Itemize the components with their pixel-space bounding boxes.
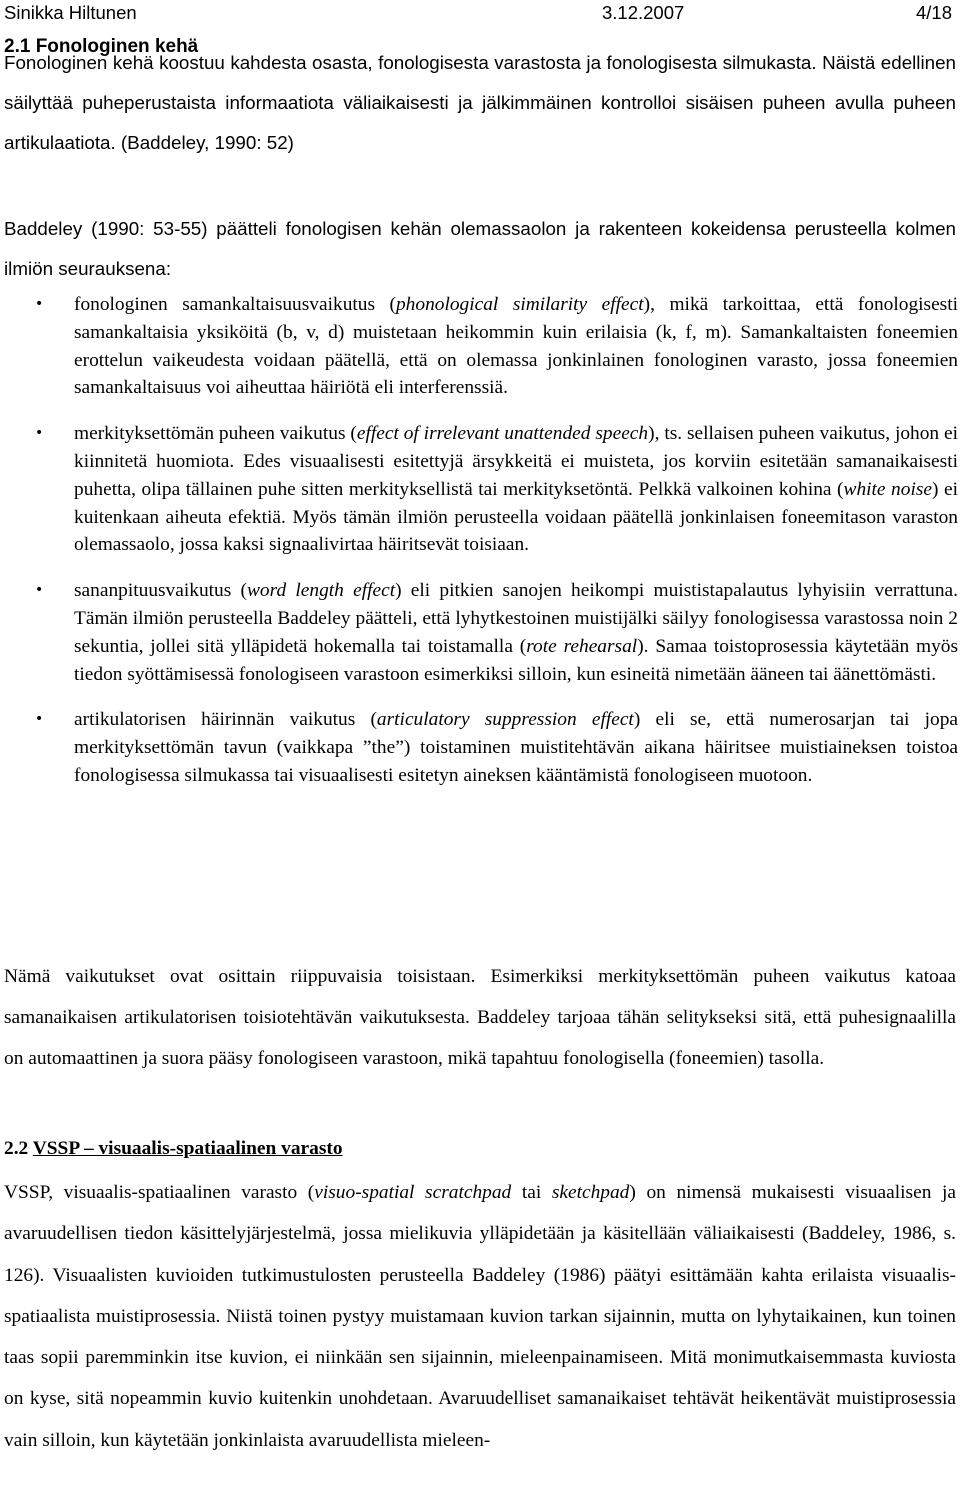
section-title-phonological-loop: 2.1 Fonologinen kehä bbox=[4, 36, 199, 57]
header-author: Sinikka Hiltunen bbox=[4, 2, 137, 23]
list-item-text: ) eli se, että numerosarjan tai jopa merkityksettömän tavun (vaikkapa ”the”) toistaminen muistitehtävän aikana häiritsee muistiaineksen toistoa fonologisessa silmukassa tai visuaalisesti esitetyn aineksen kääntämistä fonologiseen muotoon. bbox=[74, 709, 958, 786]
paragraph-baddeley-conclusion: Baddeley (1990: 53-55) päätteli fonologisen kehän olemassaolon ja rakenteen kokeidensa perusteella kolmen ilmiön seurauksena: bbox=[4, 218, 956, 279]
section-title-vssp bbox=[4, 1138, 343, 1160]
bullet-icon: • bbox=[35, 582, 44, 599]
list-item-term: articulatory suppression effect bbox=[376, 709, 634, 731]
paragraph-text: VSSP, visuaalis-spatiaalinen varasto ( bbox=[4, 1182, 315, 1203]
bullet-icon: • bbox=[35, 296, 44, 312]
header-page-number: 4/18 bbox=[915, 2, 952, 23]
list-item-text: ) eli pitkien sanojen heikompi muististapalautus lyhyisiin verrattuna. Tämän ilmiön perusteella Baddeley päätteli, että lyhytkestoinen muistijälki säilyy fonologisessa varastossa noin 2 sekuntia, jollei sitä ylläpidetä hokemalla tai toistamalla ( bbox=[74, 580, 958, 657]
list-item-text: ) ei kuitenkaan aiheuta efektiä. Myös tämän ilmiön perusteella voidaan päätellä jonkinlaisen foneemitason varaston olemassaolo, jossa kaksi signaalivirtaa häiritsevät toisiaan. bbox=[74, 478, 958, 556]
paragraph-term: visuo-spatial scratchpad bbox=[314, 1182, 512, 1203]
effects-bullet-list bbox=[0, 291, 960, 790]
list-item-term: word length effect bbox=[246, 580, 396, 602]
list-item-term: phonological similarity effect bbox=[395, 294, 644, 315]
paragraph-text: tai bbox=[511, 1182, 552, 1203]
list-item-word-length bbox=[0, 577, 960, 688]
section-number: 2.2 bbox=[4, 1138, 33, 1159]
bullet-icon: • bbox=[35, 425, 44, 442]
list-item-text: ), ts. sellaisen puheen vaikutus, johon ei kiinnitetä huomiota. Edes visuaalisesti esitettyjä ärsykkeitä ei muisteta, jos korviin esitetään samanaikaisesti puhetta, olipa tällainen puhe sitten merkityksellistä tai merkityksetöntä. Pelkkä valkoinen kohina ( bbox=[74, 423, 959, 500]
paragraph-text: ) on nimensä mukaisesti visuaalisen ja avaruudellisen tiedon käsittelyjärjestelmä, jossa mielikuvia ylläpidetään ja käsitellään väliaikaisesti (Baddeley, 1986, s. 126). Visuaalisten kuvioiden tutkimustulosten perusteella Baddeley (1986) päätyi esittämään kahta erilaista visuaalis-spatiaalista muistiprosessia. Niistä toinen pystyy muistamaan kuvion tarkan sijainnin, mutta on lyhytaikainen, kun toinen taas sopii paremminkin itse kuvion, ei niinkään sen sijainnin, mieleenpainamiseen. Mitä monimutkaisemmasta kuviosta on kyse, sitä nopeammin kuvio kuitenkin unohdetaan. Avaruudelliset samanaikaiset tehtävät heikentävät muistiprosessia vain silloin, kun käytetään jonkinlaista avaruudellista mieleen- bbox=[4, 1182, 956, 1451]
paragraph-term: sketchpad bbox=[551, 1182, 630, 1203]
list-item-term: effect of irrelevant unattended speech bbox=[356, 423, 649, 445]
header-date: 3.12.2007 bbox=[602, 2, 685, 23]
list-item-text: sananpituusvaikutus ( bbox=[74, 580, 247, 602]
list-item-articulatory-suppression bbox=[0, 706, 960, 789]
list-item-text: fonologinen samankaltaisuusvaikutus ( bbox=[74, 294, 396, 315]
paragraph-vssp bbox=[4, 1172, 956, 1461]
paragraph-phonological-loop-intro: Fonologinen kehä koostuu kahdesta osasta, fonologisesta varastosta ja fonologisesta silmukasta. Näistä edellinen säilyttää puheperustaista informaatiota väliaikaisesti ja jälkimmäinen kontrolloi sisäisen puheen avulla puheen artikulaatiota. (Baddeley, 1990: 52) bbox=[4, 52, 956, 153]
list-item-phonological-similarity bbox=[0, 291, 960, 402]
list-item-term: white noise bbox=[843, 478, 932, 500]
list-item-irrelevant-speech bbox=[0, 420, 960, 559]
list-item-text: ). Samaa toistoprosessia käytetään myös tiedon syöttämisessä fonologiseen varastoon esimerkiksi silloin, kun esineitä nimetään ääneen tai äänettömästi. bbox=[74, 635, 959, 685]
bullet-icon: • bbox=[35, 711, 44, 728]
list-item-text: merkityksettömän puheen vaikutus ( bbox=[74, 423, 357, 445]
page-header bbox=[4, 2, 952, 28]
list-item-term: rote rehearsal bbox=[526, 635, 638, 657]
section-title-text: VSSP – visuaalis-spatiaalinen varasto bbox=[32, 1138, 343, 1159]
list-item-text: ), mikä tarkoittaa, että fonologisesti samankaltaisia yksiköitä (b, v, d) muistetaan heikommin kuin erilaisia (k, f, m). Samankaltaisten foneemien erottelun vaikeudesta voidaan päätellä, että on olemassa jonkinlainen fonologinen varasto, jossa foneemien samankaltaisuus voi aiheuttaa häiriötä eli interferenssiä. bbox=[74, 294, 958, 399]
paragraph-effects-interdependence: Nämä vaikutukset ovat osittain riippuvaisia toisistaan. Esimerkiksi merkityksettömän puheen vaikutus katoaa samanaikaisen artikulatorisen toisiotehtävän vaikutuksesta. Baddeley tarjoaa tähän selitykseksi sitä, että puhesignaalilla on automaattinen ja suora pääsy fonologiseen varastoon, mikä tapahtuu fonologisella (foneemien) tasolla. bbox=[4, 966, 956, 1069]
list-item-text: artikulatorisen häirinnän vaikutus ( bbox=[74, 709, 377, 731]
